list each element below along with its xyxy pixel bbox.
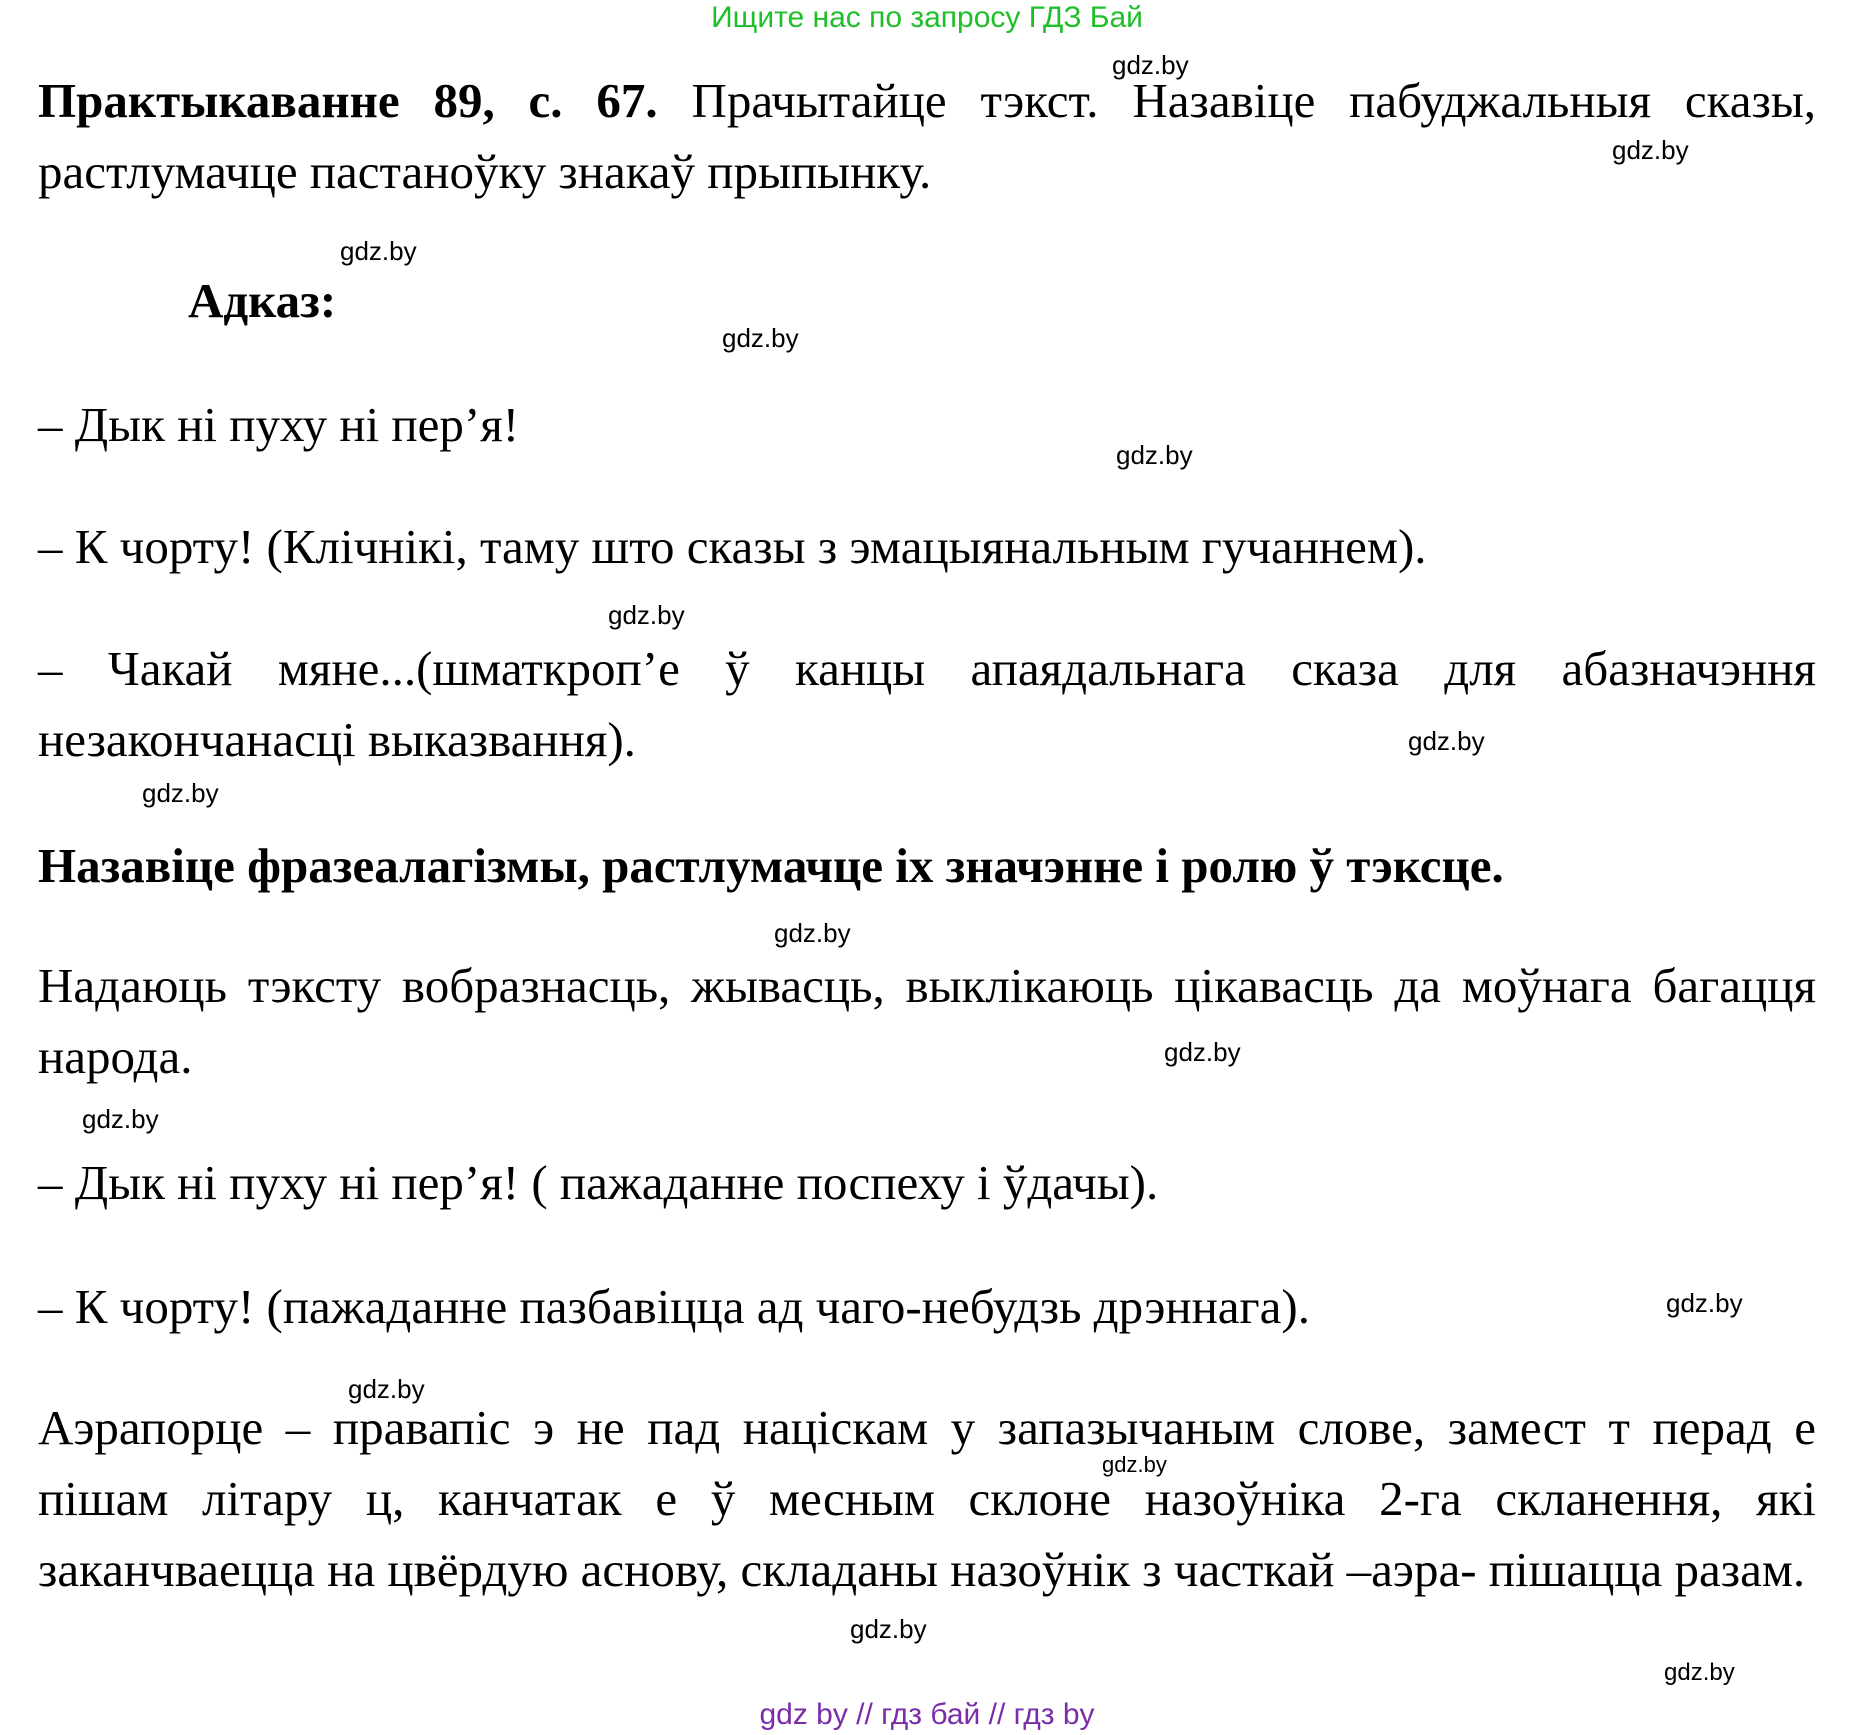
top-banner: Ищите нас по запросу ГДЗ Бай xyxy=(711,1,1143,34)
watermark: gdz.by xyxy=(1164,1037,1241,1067)
watermark: gdz.by xyxy=(774,918,851,948)
answer-label: Адказ: xyxy=(188,273,337,328)
answer-line-3: – Чакай мяне...(шматкроп’е ў канцы апаядальнага сказа для абазначэння незакончанасці выказвання). xyxy=(38,641,1816,767)
paragraph-phraseologisms: Надаюць тэксту вобразнасць, жывасць, выклікаюць цікавасць да моўнага багацця народа. xyxy=(38,958,1816,1084)
exercise-heading: Практыкаванне 89, с. 67. xyxy=(38,73,658,128)
exercise-task: Прачытайце тэкст. Назавіце пабуджальныя сказы, растлумачце пастаноўку знакаў прыпынку. xyxy=(38,73,1816,199)
watermark: gdz.by xyxy=(1666,1288,1743,1318)
watermark: gdz.by xyxy=(1116,440,1193,470)
watermark: gdz.by xyxy=(340,236,417,266)
answer-line-1: – Дык ні пуху ні пер’я! xyxy=(38,397,520,452)
watermark: gdz.by xyxy=(608,600,685,630)
watermark: gdz.by xyxy=(1408,726,1485,756)
watermark: gdz.by xyxy=(142,778,219,808)
watermark: gdz.by xyxy=(722,323,799,353)
footer-links: gdz by // гдз бай // гдз by xyxy=(759,1698,1095,1731)
watermark: gdz.by xyxy=(1102,1452,1167,1477)
answer-line-2: – К чорту! (Клічнікі, таму што сказы з эмацыянальным гучаннем). xyxy=(38,519,1427,574)
watermark: gdz.by xyxy=(1664,1659,1735,1686)
watermark: gdz.by xyxy=(850,1614,927,1644)
watermark: gdz.by xyxy=(1112,50,1189,80)
task-2-heading: Назавіце фразеалагізмы, растлумачце іх значэнне і ролю ў тэксце. xyxy=(38,838,1504,893)
watermark: gdz.by xyxy=(82,1104,159,1134)
watermark: gdz.by xyxy=(348,1374,425,1404)
watermark: gdz.by xyxy=(1612,135,1689,165)
paragraph-spelling: Аэрапорце – правапіс э не пад націскам у запазычаным слове, замест т перад е пішам літару ц, канчатак е ў месным склоне назоўніка 2-га скланення, які заканчваецца на цвёрдую аснову, складаны назоўнік з часткай –аэра- пішацца разам. xyxy=(38,1400,1816,1597)
exercise-statement xyxy=(38,65,1816,207)
phraseologism-line-2: – К чорту! (пажаданне пазбавіцца ад чаго-небудзь дрэннага). xyxy=(38,1279,1310,1334)
phraseologism-line-1: – Дык ні пуху ні пер’я! ( пажаданне поспеху і ўдачы). xyxy=(38,1155,1159,1210)
